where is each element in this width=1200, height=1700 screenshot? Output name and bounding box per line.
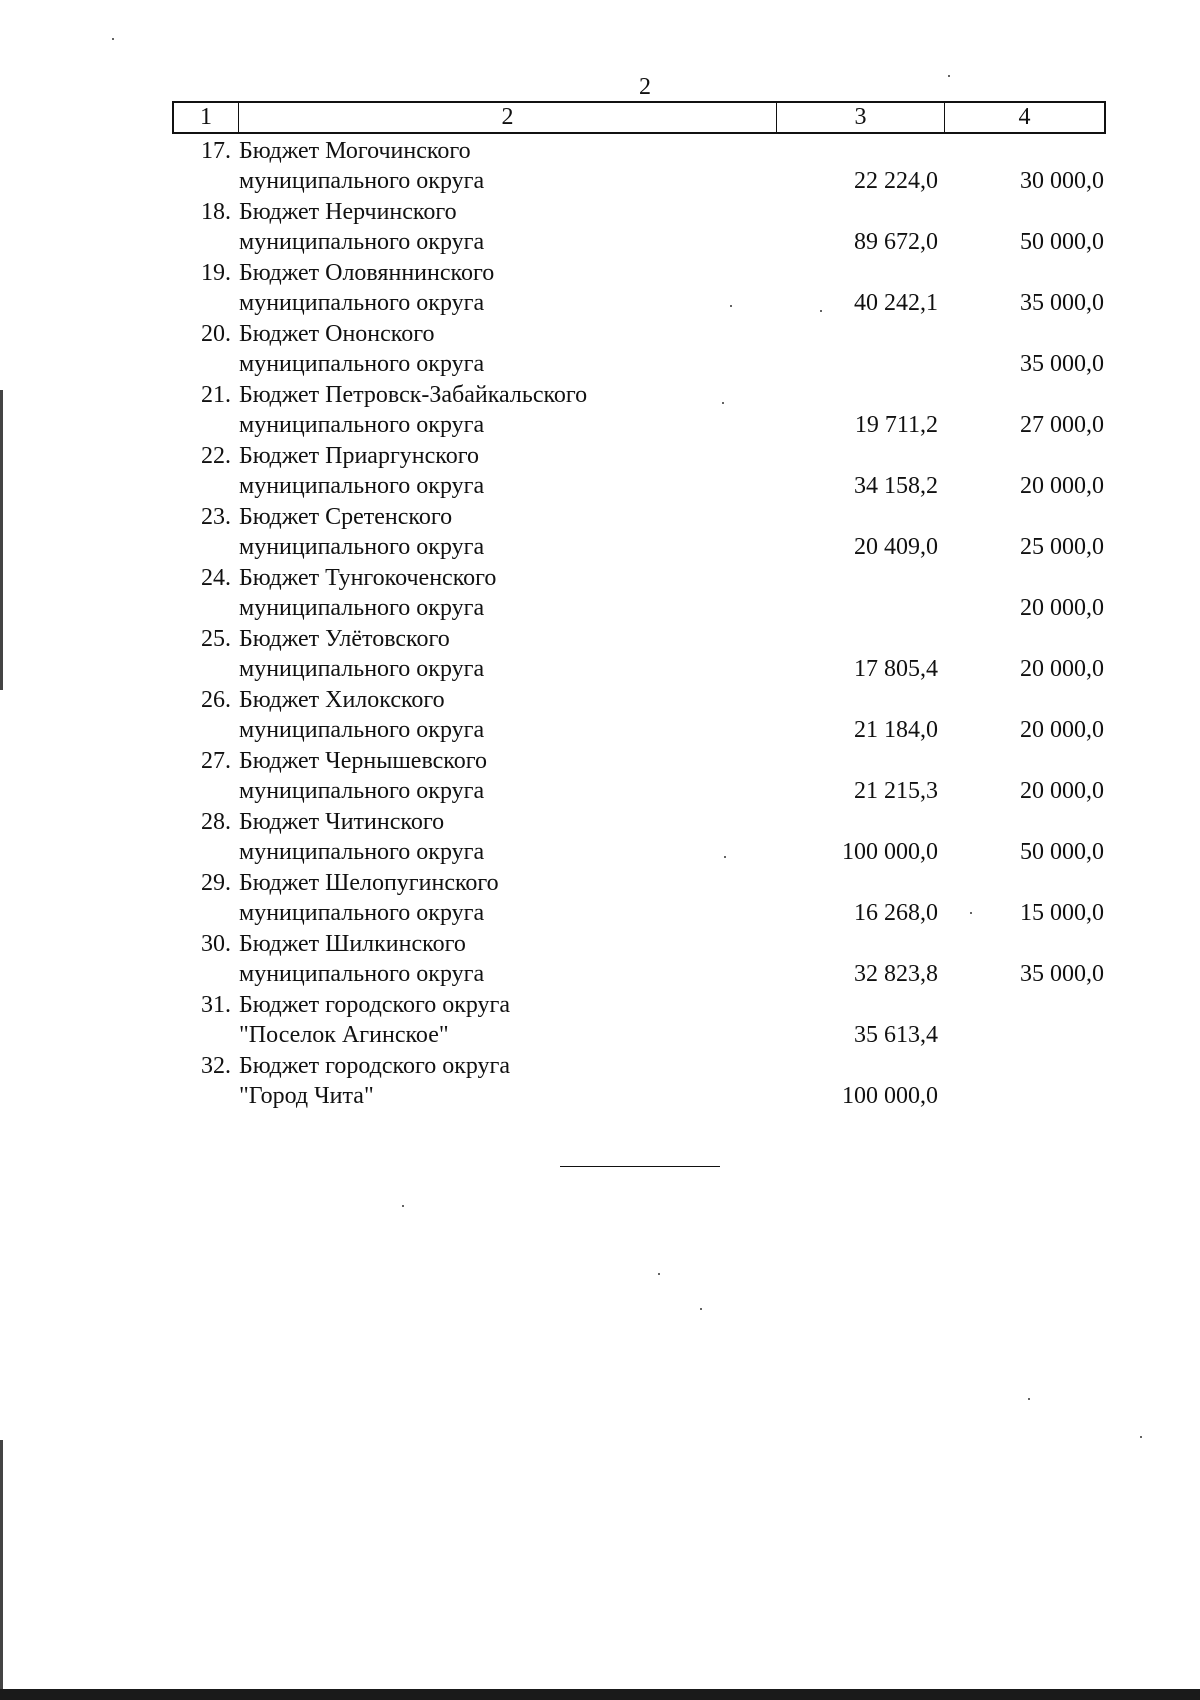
- row-value-col-4: 35 000,0: [1020, 961, 1104, 987]
- row-value-col-3: 16 268,0: [854, 900, 938, 926]
- row-name-line-1: Бюджет Сретенского: [239, 504, 453, 530]
- header-col-4: 4: [1018, 104, 1031, 130]
- row-number: 31.: [201, 992, 231, 1018]
- table-body: [0, 136, 1200, 1112]
- row-name-line-1: Бюджет Тунгокоченского: [239, 565, 497, 591]
- row-value-col-3: 100 000,0: [842, 839, 938, 865]
- row-number: 22.: [201, 443, 231, 469]
- row-name-line-1: Бюджет Читинского: [239, 809, 445, 835]
- row-name-line-1: Бюджет Петровск-Забайкальского: [239, 382, 588, 408]
- row-name-line-2: муниципального округа: [239, 534, 485, 560]
- row-number: 25.: [201, 626, 231, 652]
- row-value-col-4: 50 000,0: [1020, 839, 1104, 865]
- scan-edge-left: [0, 0, 3, 1700]
- row-number: 24.: [201, 565, 231, 591]
- row-value-col-3: 35 613,4: [854, 1022, 938, 1048]
- row-name-line-1: Бюджет Шелопугинского: [239, 870, 499, 896]
- scan-speck: [948, 75, 950, 77]
- row-number: 19.: [201, 260, 231, 286]
- row-number: 17.: [201, 138, 231, 164]
- row-value-col-4: 35 000,0: [1020, 351, 1104, 377]
- table-row: [0, 807, 1200, 868]
- row-number: 18.: [201, 199, 231, 225]
- scan-speck: [402, 1205, 404, 1207]
- row-name-line-1: Бюджет Приаргунского: [239, 443, 479, 469]
- scan-speck: [970, 912, 972, 914]
- row-value-col-4: 50 000,0: [1020, 229, 1104, 255]
- row-value-col-4: 20 000,0: [1020, 778, 1104, 804]
- table-row: [0, 319, 1200, 380]
- scan-speck: [700, 1308, 702, 1310]
- scan-speck: [820, 310, 822, 312]
- row-name-line-2: "Поселок Агинское": [239, 1022, 449, 1048]
- table-row: [0, 990, 1200, 1051]
- row-number: 32.: [201, 1053, 231, 1079]
- row-value-col-3: 21 215,3: [854, 778, 938, 804]
- row-value-col-3: 34 158,2: [854, 473, 938, 499]
- row-value-col-3: 89 672,0: [854, 229, 938, 255]
- row-value-col-3: 32 823,8: [854, 961, 938, 987]
- row-name-line-2: муниципального округа: [239, 168, 485, 194]
- row-value-col-4: 20 000,0: [1020, 717, 1104, 743]
- table-row: [0, 563, 1200, 624]
- row-name-line-1: Бюджет Шилкинского: [239, 931, 466, 957]
- row-name-line-1: Бюджет Нерчинского: [239, 199, 457, 225]
- table-row: [0, 1051, 1200, 1112]
- table-row: [0, 685, 1200, 746]
- row-name-line-2: муниципального округа: [239, 717, 485, 743]
- row-name-line-2: муниципального округа: [239, 839, 485, 865]
- row-name-line-1: Бюджет городского округа: [239, 1053, 511, 1079]
- row-name-line-1: Бюджет Хилокского: [239, 687, 445, 713]
- row-number: 27.: [201, 748, 231, 774]
- table-row: [0, 441, 1200, 502]
- row-name-line-1: Бюджет Улётовского: [239, 626, 450, 652]
- row-value-col-4: 35 000,0: [1020, 290, 1104, 316]
- scan-speck: [658, 1273, 660, 1275]
- scan-speck: [112, 38, 114, 40]
- row-name-line-2: муниципального округа: [239, 778, 485, 804]
- scan-speck: [724, 856, 726, 858]
- table-row: [0, 502, 1200, 563]
- row-name-line-2: муниципального округа: [239, 351, 485, 377]
- row-value-col-4: 20 000,0: [1020, 595, 1104, 621]
- table-row: [0, 746, 1200, 807]
- header-col-2: 2: [239, 103, 777, 132]
- row-value-col-3: 22 224,0: [854, 168, 938, 194]
- row-name-line-2: муниципального округа: [239, 961, 485, 987]
- row-value-col-4: 30 000,0: [1020, 168, 1104, 194]
- row-number: 29.: [201, 870, 231, 896]
- table-row: [0, 380, 1200, 441]
- row-value-col-4: 20 000,0: [1020, 473, 1104, 499]
- row-value-col-3: 40 242,1: [854, 290, 938, 316]
- row-value-col-4: 25 000,0: [1020, 534, 1104, 560]
- row-value-col-4: 27 000,0: [1020, 412, 1104, 438]
- row-name-line-2: "Город Чита": [239, 1083, 374, 1109]
- row-value-col-3: 21 184,0: [854, 717, 938, 743]
- header-col-3: 3: [777, 103, 945, 132]
- page-number: 2: [639, 74, 651, 100]
- row-value-col-4: 20 000,0: [1020, 656, 1104, 682]
- row-number: 30.: [201, 931, 231, 957]
- row-name-line-1: Бюджет Чернышевского: [239, 748, 487, 774]
- row-value-col-3: 17 805,4: [854, 656, 938, 682]
- scan-speck: [1028, 1398, 1030, 1400]
- row-name-line-2: муниципального округа: [239, 412, 485, 438]
- scan-speck: [1140, 1436, 1142, 1438]
- row-name-line-2: муниципального округа: [239, 656, 485, 682]
- row-number: 26.: [201, 687, 231, 713]
- table-row: [0, 136, 1200, 197]
- table-header: [172, 101, 1106, 134]
- scan-edge-bottom: [0, 1689, 1200, 1700]
- table-row: [0, 868, 1200, 929]
- scan-speck: [730, 305, 732, 307]
- row-name-line-1: Бюджет Оловяннинского: [239, 260, 495, 286]
- row-name-line-2: муниципального округа: [239, 473, 485, 499]
- table-row: [0, 258, 1200, 319]
- row-name-line-1: Бюджет Могочинского: [239, 138, 471, 164]
- row-number: 20.: [201, 321, 231, 347]
- table-row: [0, 929, 1200, 990]
- row-value-col-4: 15 000,0: [1020, 900, 1104, 926]
- row-name-line-2: муниципального округа: [239, 229, 485, 255]
- row-number: 28.: [201, 809, 231, 835]
- row-name-line-2: муниципального округа: [239, 900, 485, 926]
- row-value-col-3: 100 000,0: [842, 1083, 938, 1109]
- row-value-col-3: 19 711,2: [854, 412, 938, 438]
- table-row: [0, 197, 1200, 258]
- row-number: 23.: [201, 504, 231, 530]
- row-name-line-2: муниципального округа: [239, 595, 485, 621]
- row-name-line-1: Бюджет городского округа: [239, 992, 511, 1018]
- scan-speck: [722, 402, 724, 404]
- row-value-col-3: 20 409,0: [854, 534, 938, 560]
- row-name-line-1: Бюджет Ононского: [239, 321, 435, 347]
- row-name-line-2: муниципального округа: [239, 290, 485, 316]
- table-row: [0, 624, 1200, 685]
- row-number: 21.: [201, 382, 231, 408]
- header-col-1: 1: [174, 103, 239, 132]
- end-rule: [560, 1166, 720, 1167]
